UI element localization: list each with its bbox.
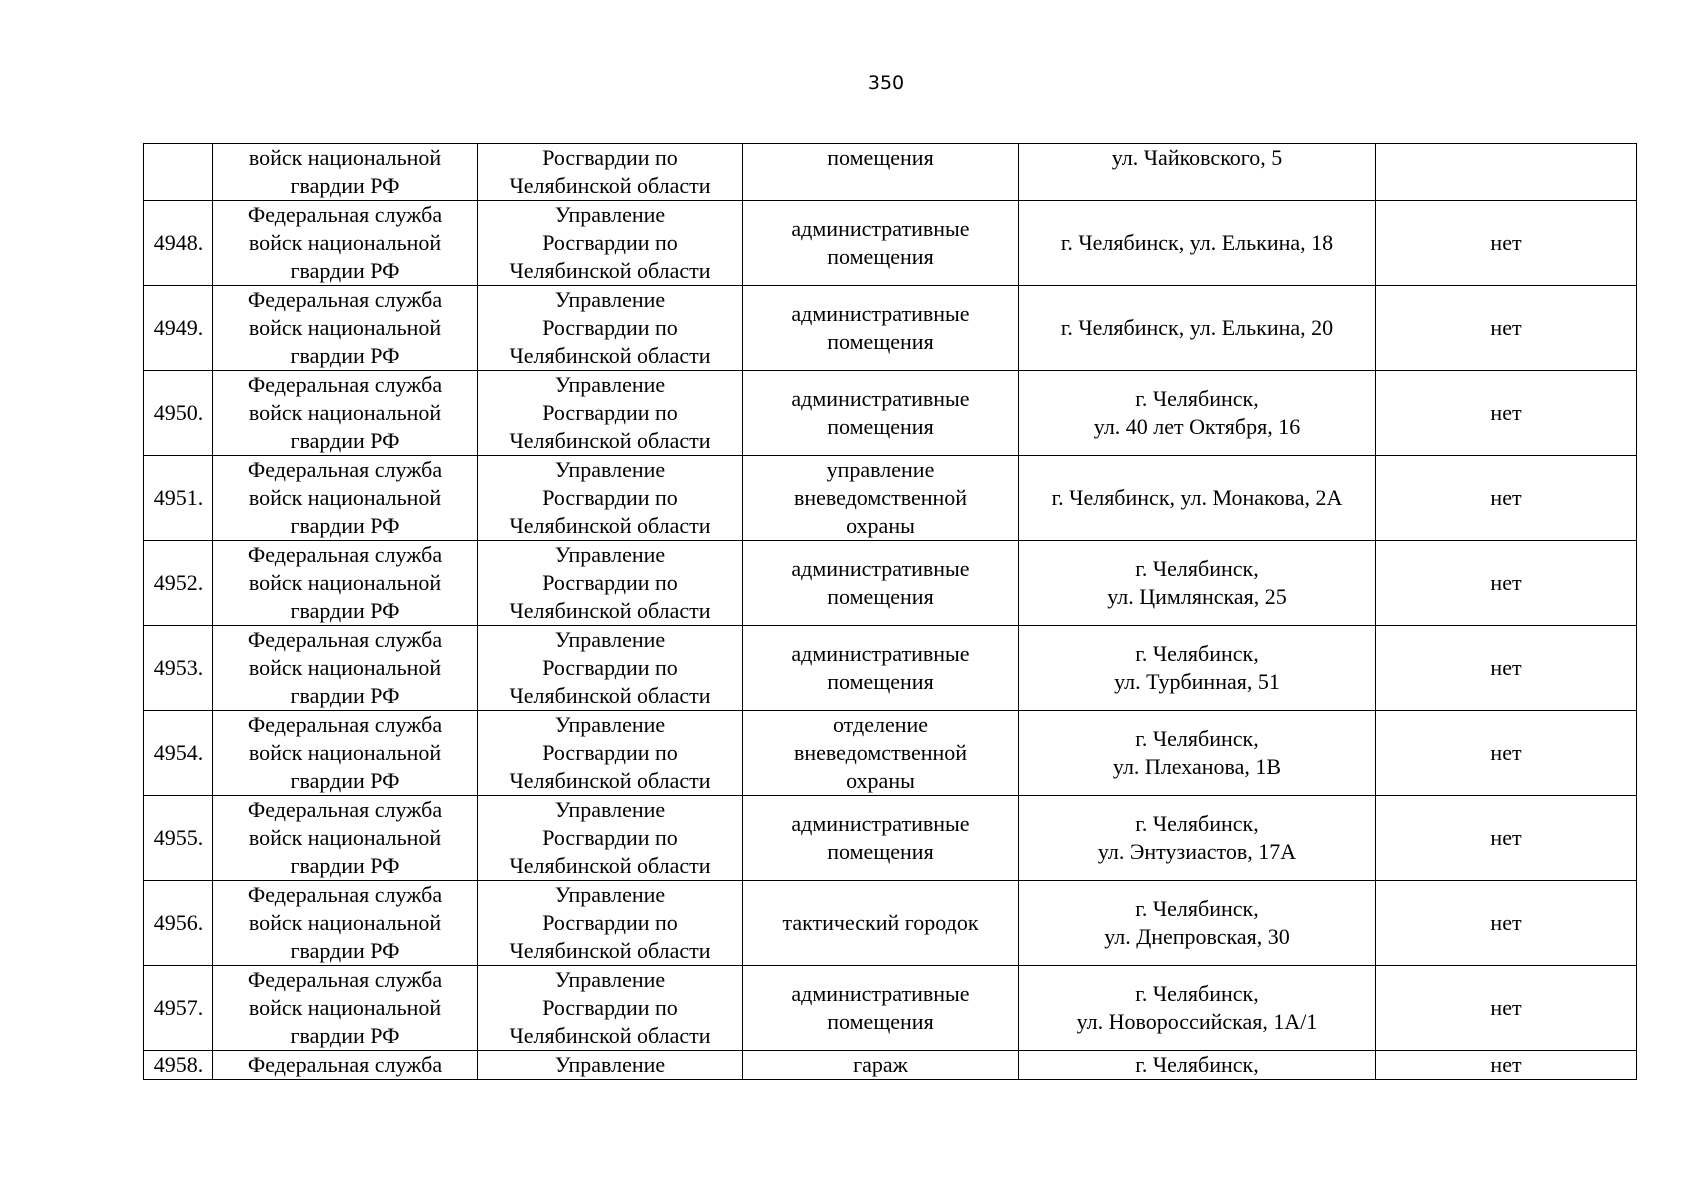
cell-address-line: г. Челябинск, bbox=[1135, 386, 1259, 411]
cell-organization-line: войск национальной bbox=[248, 825, 442, 850]
cell-department-line: Росгвардии по bbox=[542, 400, 678, 425]
cell-address-line: г. Челябинск, bbox=[1135, 641, 1259, 666]
cell-object-type bbox=[743, 796, 1019, 881]
cell-organization-line: Федеральная служба bbox=[247, 967, 443, 992]
cell-department-line: Росгвардии по bbox=[542, 230, 678, 255]
cell-flag: нет bbox=[1376, 796, 1637, 881]
cell-organization bbox=[213, 796, 478, 881]
cell-object-type-line: административные bbox=[791, 641, 970, 666]
cell-organization-line: войск национальной bbox=[248, 910, 442, 935]
cell-address-line: г. Челябинск, bbox=[1135, 556, 1259, 581]
cell-address-line: ул. Новороссийская, 1А/1 bbox=[1076, 1009, 1318, 1034]
page-number: 350 bbox=[867, 72, 905, 94]
cell-flag: нет bbox=[1376, 626, 1637, 711]
cell-number: 4953. bbox=[144, 626, 213, 711]
cell-department bbox=[478, 144, 743, 201]
cell-address-line: г. Челябинск, bbox=[1135, 726, 1259, 751]
cell-organization bbox=[213, 881, 478, 966]
cell-department-line: Росгвардии по bbox=[542, 145, 678, 170]
cell-number: 4957. bbox=[144, 966, 213, 1051]
cell-department-line: Управление bbox=[554, 712, 666, 737]
cell-object-type bbox=[743, 456, 1019, 541]
cell-object-type-line: помещения bbox=[827, 244, 934, 269]
cell-flag: нет bbox=[1376, 201, 1637, 286]
cell-department bbox=[478, 286, 743, 371]
cell-object-type bbox=[743, 144, 1019, 201]
cell-organization-line: войск национальной bbox=[248, 570, 442, 595]
cell-organization-line: войск национальной bbox=[248, 995, 442, 1020]
cell-address bbox=[1019, 286, 1376, 371]
cell-department bbox=[478, 966, 743, 1051]
cell-object-type bbox=[743, 711, 1019, 796]
cell-object-type bbox=[743, 1051, 1019, 1080]
cell-department-line: Челябинской области bbox=[509, 598, 711, 623]
table-row bbox=[144, 541, 1637, 626]
cell-department-line: Челябинской области bbox=[509, 258, 711, 283]
cell-department bbox=[478, 1051, 743, 1080]
cell-department bbox=[478, 626, 743, 711]
cell-number: 4954. bbox=[144, 711, 213, 796]
cell-department-line: Управление bbox=[554, 372, 666, 397]
cell-object-type bbox=[743, 626, 1019, 711]
cell-department bbox=[478, 541, 743, 626]
table-row bbox=[144, 881, 1637, 966]
cell-address-line: ул. Днепровская, 30 bbox=[1104, 924, 1290, 949]
cell-address bbox=[1019, 144, 1376, 201]
cell-object-type-line: тактический городок bbox=[782, 910, 979, 935]
cell-organization bbox=[213, 1051, 478, 1080]
cell-organization-line: гвардии РФ bbox=[290, 1023, 400, 1048]
cell-department-line: Челябинской области bbox=[509, 428, 711, 453]
cell-flag: нет bbox=[1376, 881, 1637, 966]
cell-object-type bbox=[743, 966, 1019, 1051]
cell-organization-line: Федеральная служба bbox=[247, 202, 443, 227]
cell-flag: нет bbox=[1376, 711, 1637, 796]
table-row bbox=[144, 796, 1637, 881]
cell-flag bbox=[1376, 144, 1637, 201]
cell-department-line: Управление bbox=[554, 882, 666, 907]
cell-address bbox=[1019, 711, 1376, 796]
cell-object-type-line: помещения bbox=[827, 839, 934, 864]
cell-department bbox=[478, 796, 743, 881]
cell-flag: нет bbox=[1376, 371, 1637, 456]
cell-department-line: Росгвардии по bbox=[542, 995, 678, 1020]
cell-flag: нет bbox=[1376, 456, 1637, 541]
cell-organization-line: Федеральная служба bbox=[247, 627, 443, 652]
cell-number: 4958. bbox=[144, 1051, 213, 1080]
cell-number: 4952. bbox=[144, 541, 213, 626]
cell-organization-line: Федеральная служба bbox=[247, 457, 443, 482]
cell-number: 4949. bbox=[144, 286, 213, 371]
cell-object-type-line: помещения bbox=[827, 1009, 934, 1034]
cell-department-line: Управление bbox=[554, 967, 666, 992]
cell-address bbox=[1019, 371, 1376, 456]
cell-organization bbox=[213, 626, 478, 711]
cell-address bbox=[1019, 881, 1376, 966]
cell-organization-line: Федеральная служба bbox=[247, 1052, 443, 1077]
cell-organization bbox=[213, 456, 478, 541]
cell-address-line: г. Челябинск, bbox=[1135, 1052, 1259, 1077]
cell-number: 4950. bbox=[144, 371, 213, 456]
cell-organization-line: гвардии РФ bbox=[290, 768, 400, 793]
cell-organization-line: Федеральная служба bbox=[247, 542, 443, 567]
cell-flag: нет bbox=[1376, 286, 1637, 371]
cell-organization-line: войск национальной bbox=[248, 230, 442, 255]
cell-object-type-line: охраны bbox=[846, 513, 915, 538]
cell-object-type-line: административные bbox=[791, 811, 970, 836]
table-row bbox=[144, 1051, 1637, 1080]
cell-department-line: Челябинской области bbox=[509, 343, 711, 368]
cell-department bbox=[478, 201, 743, 286]
cell-department-line: Росгвардии по bbox=[542, 315, 678, 340]
cell-department-line: Челябинской области bbox=[509, 853, 711, 878]
table-row bbox=[144, 286, 1637, 371]
cell-object-type bbox=[743, 881, 1019, 966]
cell-flag: нет bbox=[1376, 966, 1637, 1051]
cell-organization-line: гвардии РФ bbox=[290, 258, 400, 283]
table-row bbox=[144, 626, 1637, 711]
cell-address bbox=[1019, 541, 1376, 626]
cell-object-type-line: отделение bbox=[832, 712, 929, 737]
cell-organization-line: войск национальной bbox=[248, 145, 442, 170]
cell-organization bbox=[213, 144, 478, 201]
cell-address-line: г. Челябинск, bbox=[1135, 811, 1259, 836]
cell-organization bbox=[213, 286, 478, 371]
cell-organization-line: гвардии РФ bbox=[290, 173, 400, 198]
cell-department-line: Росгвардии по bbox=[542, 485, 678, 510]
cell-organization bbox=[213, 966, 478, 1051]
cell-department bbox=[478, 881, 743, 966]
cell-object-type-line: помещения bbox=[827, 414, 934, 439]
cell-organization-line: гвардии РФ bbox=[290, 513, 400, 538]
cell-department bbox=[478, 711, 743, 796]
cell-address bbox=[1019, 1051, 1376, 1080]
cell-organization-line: Федеральная служба bbox=[247, 287, 443, 312]
cell-organization-line: гвардии РФ bbox=[290, 938, 400, 963]
cell-organization-line: Федеральная служба bbox=[247, 797, 443, 822]
cell-address-line: ул. Энтузиастов, 17А bbox=[1097, 839, 1297, 864]
cell-organization-line: гвардии РФ bbox=[290, 343, 400, 368]
cell-organization-line: гвардии РФ bbox=[290, 428, 400, 453]
cell-address-line: г. Челябинск, ул. Монакова, 2А bbox=[1051, 485, 1343, 510]
cell-address-line: ул. Турбинная, 51 bbox=[1114, 669, 1280, 694]
cell-flag: нет bbox=[1376, 541, 1637, 626]
table-row bbox=[144, 966, 1637, 1051]
cell-address-line: г. Челябинск, bbox=[1135, 981, 1259, 1006]
cell-object-type bbox=[743, 541, 1019, 626]
cell-organization-line: войск национальной bbox=[248, 400, 442, 425]
cell-object-type-line: административные bbox=[791, 386, 970, 411]
cell-department-line: Управление bbox=[554, 287, 666, 312]
cell-number: 4956. bbox=[144, 881, 213, 966]
cell-address-line: ул. 40 лет Октября, 16 bbox=[1093, 414, 1301, 439]
cell-organization-line: войск национальной bbox=[248, 740, 442, 765]
cell-organization-line: Федеральная служба bbox=[247, 372, 443, 397]
cell-organization-line: гвардии РФ bbox=[290, 683, 400, 708]
cell-number: 4955. bbox=[144, 796, 213, 881]
cell-department-line: Челябинской области bbox=[509, 1023, 711, 1048]
cell-object-type-line: вневедомственной bbox=[793, 485, 968, 510]
cell-organization-line: Федеральная служба bbox=[247, 882, 443, 907]
cell-department-line: Управление bbox=[554, 202, 666, 227]
cell-organization-line: войск национальной bbox=[248, 315, 442, 340]
cell-department-line: Росгвардии по bbox=[542, 570, 678, 595]
cell-address-line: г. Челябинск, bbox=[1135, 896, 1259, 921]
table-row bbox=[144, 201, 1637, 286]
cell-department bbox=[478, 456, 743, 541]
cell-department-line: Управление bbox=[554, 542, 666, 567]
cell-object-type bbox=[743, 286, 1019, 371]
cell-object-type-line: помещения bbox=[827, 329, 934, 354]
cell-object-type-line: помещения bbox=[827, 584, 934, 609]
cell-department-line: Управление bbox=[554, 457, 666, 482]
table-row bbox=[144, 456, 1637, 541]
cell-object-type-line: гараж bbox=[853, 1052, 908, 1077]
cell-object-type-line: охраны bbox=[846, 768, 915, 793]
cell-flag: нет bbox=[1376, 1051, 1637, 1080]
cell-organization bbox=[213, 541, 478, 626]
cell-address bbox=[1019, 456, 1376, 541]
cell-department-line: Челябинской области bbox=[509, 683, 711, 708]
cell-address bbox=[1019, 201, 1376, 286]
cell-department-line: Управление bbox=[554, 627, 666, 652]
cell-number: 4948. bbox=[144, 201, 213, 286]
cell-address-line: ул. Чайковского, 5 bbox=[1111, 145, 1283, 170]
cell-department-line: Челябинской области bbox=[509, 938, 711, 963]
cell-organization-line: Федеральная служба bbox=[247, 712, 443, 737]
cell-department-line: Челябинской области bbox=[509, 173, 711, 198]
cell-object-type bbox=[743, 201, 1019, 286]
cell-object-type-line: административные bbox=[791, 216, 970, 241]
cell-object-type-line: административные bbox=[791, 556, 970, 581]
cell-department-line: Челябинской области bbox=[509, 768, 711, 793]
cell-object-type-line: административные bbox=[791, 301, 970, 326]
cell-department-line: Росгвардии по bbox=[542, 910, 678, 935]
cell-address-line: ул. Цимлянская, 25 bbox=[1107, 584, 1287, 609]
cell-number bbox=[144, 144, 213, 201]
cell-department-line: Управление bbox=[554, 1052, 666, 1077]
cell-department-line: Челябинской области bbox=[509, 513, 711, 538]
cell-address bbox=[1019, 626, 1376, 711]
registry-table bbox=[143, 143, 1637, 1080]
cell-object-type-line: управление bbox=[826, 457, 935, 482]
cell-organization bbox=[213, 201, 478, 286]
cell-organization-line: войск национальной bbox=[248, 485, 442, 510]
table-row bbox=[144, 371, 1637, 456]
cell-department-line: Росгвардии по bbox=[542, 825, 678, 850]
cell-organization-line: гвардии РФ bbox=[290, 598, 400, 623]
registry-table-body bbox=[144, 144, 1637, 1080]
cell-organization-line: войск национальной bbox=[248, 655, 442, 680]
cell-department bbox=[478, 371, 743, 456]
cell-object-type-line: помещения bbox=[827, 145, 934, 170]
cell-organization bbox=[213, 711, 478, 796]
cell-department-line: Управление bbox=[554, 797, 666, 822]
cell-number: 4951. bbox=[144, 456, 213, 541]
cell-object-type-line: административные bbox=[791, 981, 970, 1006]
cell-address-line: г. Челябинск, ул. Елькина, 20 bbox=[1060, 315, 1334, 340]
cell-organization-line: гвардии РФ bbox=[290, 853, 400, 878]
cell-object-type bbox=[743, 371, 1019, 456]
cell-address-line: г. Челябинск, ул. Елькина, 18 bbox=[1060, 230, 1334, 255]
table-row bbox=[144, 711, 1637, 796]
cell-address bbox=[1019, 966, 1376, 1051]
cell-address bbox=[1019, 796, 1376, 881]
cell-object-type-line: вневедомственной bbox=[793, 740, 968, 765]
cell-object-type-line: помещения bbox=[827, 669, 934, 694]
cell-department-line: Росгвардии по bbox=[542, 740, 678, 765]
cell-organization bbox=[213, 371, 478, 456]
cell-address-line: ул. Плеханова, 1В bbox=[1112, 754, 1282, 779]
table-row bbox=[144, 144, 1637, 201]
cell-department-line: Росгвардии по bbox=[542, 655, 678, 680]
